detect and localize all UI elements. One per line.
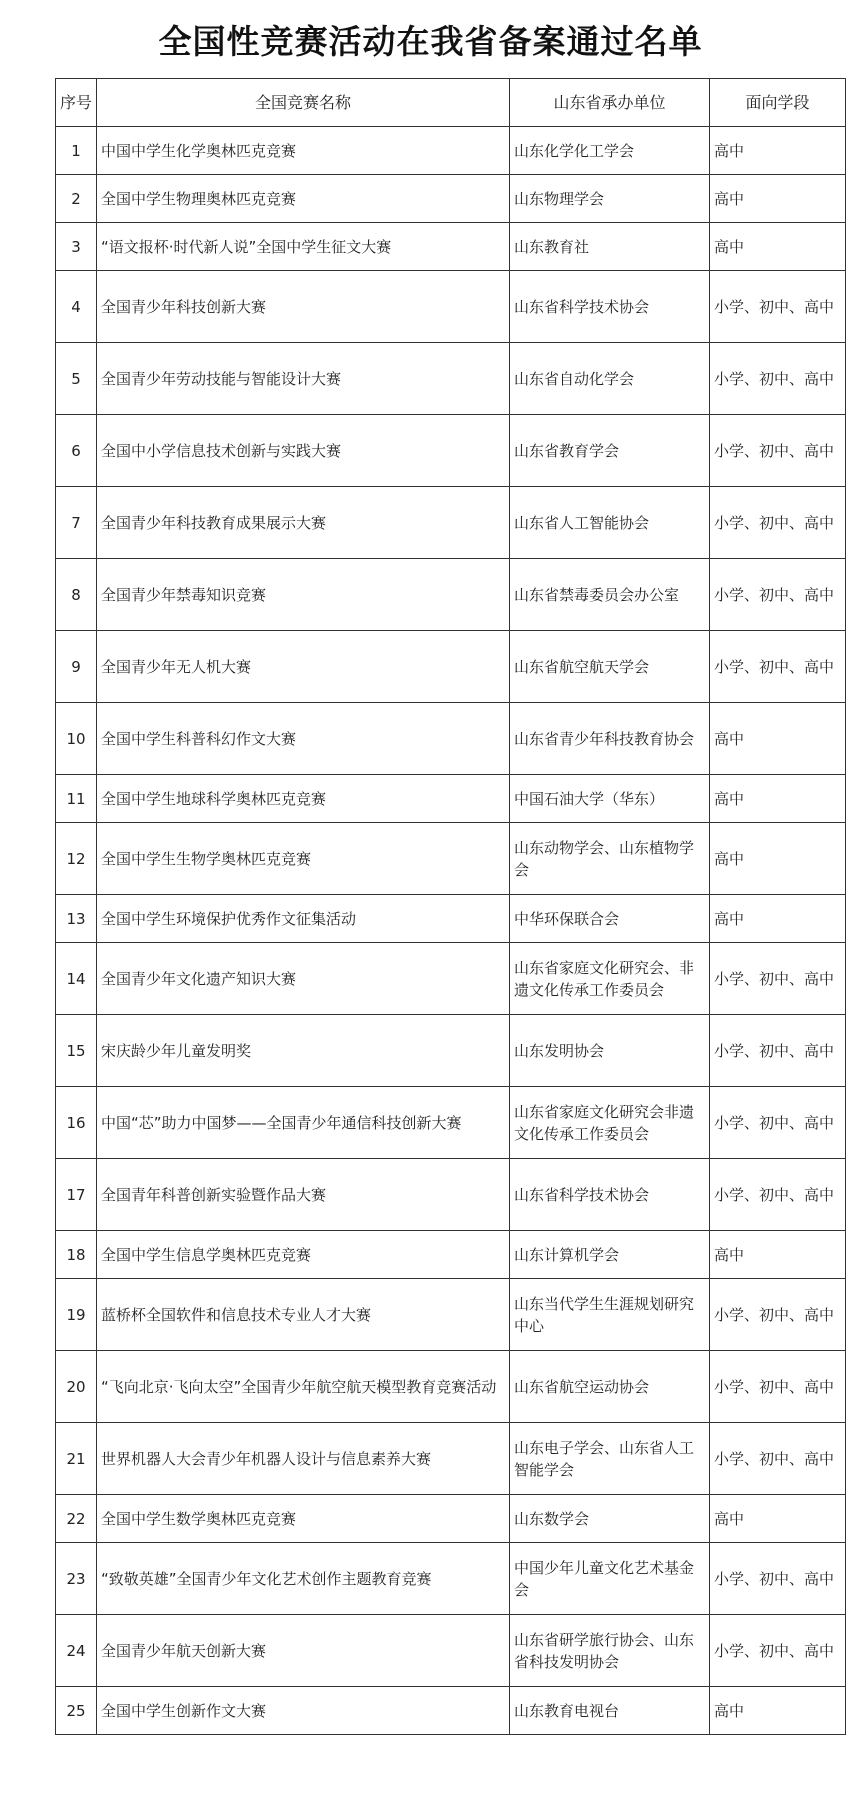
table-header-row	[56, 79, 846, 127]
table-row	[56, 703, 846, 775]
table-row	[56, 1615, 846, 1687]
cell-level: 小学、初中、高中	[710, 1543, 846, 1615]
table-row	[56, 1015, 846, 1087]
table-row	[56, 895, 846, 943]
cell-no: 24	[56, 1615, 97, 1687]
cell-no: 17	[56, 1159, 97, 1231]
cell-level: 小学、初中、高中	[710, 271, 846, 343]
cell-org: 山东发明协会	[510, 1015, 710, 1087]
cell-level: 小学、初中、高中	[710, 559, 846, 631]
cell-level: 小学、初中、高中	[710, 1615, 846, 1687]
cell-level: 高中	[710, 127, 846, 175]
cell-name: 全国中学生环境保护优秀作文征集活动	[97, 895, 510, 943]
table-row	[56, 487, 846, 559]
cell-no: 22	[56, 1495, 97, 1543]
cell-name: 全国青少年文化遗产知识大赛	[97, 943, 510, 1015]
cell-name: 中国“芯”助力中国梦——全国青少年通信科技创新大赛	[97, 1087, 510, 1159]
cell-org: 山东省航空航天学会	[510, 631, 710, 703]
table-row	[56, 775, 846, 823]
cell-level: 高中	[710, 175, 846, 223]
cell-org: 山东省青少年科技教育协会	[510, 703, 710, 775]
cell-org: 山东省禁毒委员会办公室	[510, 559, 710, 631]
cell-org: 山东省科学技术协会	[510, 1159, 710, 1231]
table-row	[56, 1087, 846, 1159]
cell-name: “致敬英雄”全国青少年文化艺术创作主题教育竞赛	[97, 1543, 510, 1615]
table-row	[56, 631, 846, 703]
cell-level: 高中	[710, 1495, 846, 1543]
cell-name: 宋庆龄少年儿童发明奖	[97, 1015, 510, 1087]
cell-level: 小学、初中、高中	[710, 415, 846, 487]
cell-org: 山东教育电视台	[510, 1687, 710, 1735]
cell-level: 小学、初中、高中	[710, 1087, 846, 1159]
cell-no: 10	[56, 703, 97, 775]
cell-level: 高中	[710, 775, 846, 823]
cell-level: 高中	[710, 895, 846, 943]
cell-org: 山东省科学技术协会	[510, 271, 710, 343]
cell-level: 小学、初中、高中	[710, 1279, 846, 1351]
cell-no: 2	[56, 175, 97, 223]
cell-no: 5	[56, 343, 97, 415]
cell-no: 11	[56, 775, 97, 823]
page-title: 全国性竞赛活动在我省备案通过名单	[158, 21, 703, 61]
cell-no: 4	[56, 271, 97, 343]
cell-level: 小学、初中、高中	[710, 1423, 846, 1495]
cell-no: 16	[56, 1087, 97, 1159]
cell-no: 9	[56, 631, 97, 703]
cell-name: “飞向北京·飞向太空”全国青少年航空航天模型教育竞赛活动	[97, 1351, 510, 1423]
cell-org: 山东省自动化学会	[510, 343, 710, 415]
header-level: 面向学段	[710, 79, 846, 127]
competition-table	[55, 78, 846, 1735]
cell-org: 山东省家庭文化研究会非遗文化传承工作委员会	[510, 1087, 710, 1159]
cell-name: “语文报杯·时代新人说”全国中学生征文大赛	[97, 223, 510, 271]
table-row	[56, 1351, 846, 1423]
table-row	[56, 175, 846, 223]
cell-org: 山东物理学会	[510, 175, 710, 223]
cell-name: 中国中学生化学奥林匹克竞赛	[97, 127, 510, 175]
cell-level: 小学、初中、高中	[710, 631, 846, 703]
table-row	[56, 223, 846, 271]
table-body	[56, 127, 846, 1735]
cell-no: 6	[56, 415, 97, 487]
cell-org: 中国少年儿童文化艺术基金会	[510, 1543, 710, 1615]
cell-no: 15	[56, 1015, 97, 1087]
cell-name: 全国青少年禁毒知识竞赛	[97, 559, 510, 631]
header-org: 山东省承办单位	[510, 79, 710, 127]
cell-level: 高中	[710, 823, 846, 895]
cell-no: 1	[56, 127, 97, 175]
table-row	[56, 1279, 846, 1351]
cell-no: 25	[56, 1687, 97, 1735]
cell-level: 小学、初中、高中	[710, 1351, 846, 1423]
cell-org: 山东教育社	[510, 223, 710, 271]
table-row	[56, 127, 846, 175]
cell-no: 21	[56, 1423, 97, 1495]
table-row	[56, 415, 846, 487]
cell-org: 山东省人工智能协会	[510, 487, 710, 559]
header-no: 序号	[56, 79, 97, 127]
cell-org: 山东电子学会、山东省人工智能学会	[510, 1423, 710, 1495]
cell-level: 高中	[710, 1687, 846, 1735]
cell-no: 8	[56, 559, 97, 631]
cell-level: 小学、初中、高中	[710, 487, 846, 559]
cell-no: 3	[56, 223, 97, 271]
cell-org: 山东计算机学会	[510, 1231, 710, 1279]
cell-name: 全国中学生数学奥林匹克竞赛	[97, 1495, 510, 1543]
header-name: 全国竞赛名称	[97, 79, 510, 127]
cell-name: 全国青少年无人机大赛	[97, 631, 510, 703]
table-row	[56, 943, 846, 1015]
cell-org: 中国石油大学（华东）	[510, 775, 710, 823]
table-row	[56, 1423, 846, 1495]
cell-no: 19	[56, 1279, 97, 1351]
table-row	[56, 1231, 846, 1279]
cell-org: 山东化学化工学会	[510, 127, 710, 175]
cell-no: 20	[56, 1351, 97, 1423]
cell-name: 全国中学生物理奥林匹克竞赛	[97, 175, 510, 223]
cell-org: 中华环保联合会	[510, 895, 710, 943]
table-row	[56, 1687, 846, 1735]
cell-no: 14	[56, 943, 97, 1015]
cell-name: 全国青少年航天创新大赛	[97, 1615, 510, 1687]
cell-no: 18	[56, 1231, 97, 1279]
table-row	[56, 271, 846, 343]
cell-no: 12	[56, 823, 97, 895]
cell-level: 高中	[710, 703, 846, 775]
cell-org: 山东省研学旅行协会、山东省科技发明协会	[510, 1615, 710, 1687]
cell-level: 高中	[710, 1231, 846, 1279]
cell-org: 山东省航空运动协会	[510, 1351, 710, 1423]
table-row	[56, 823, 846, 895]
cell-name: 全国青年科普创新实验暨作品大赛	[97, 1159, 510, 1231]
cell-org: 山东动物学会、山东植物学会	[510, 823, 710, 895]
cell-no: 13	[56, 895, 97, 943]
cell-level: 高中	[710, 223, 846, 271]
cell-org: 山东省家庭文化研究会、非遗文化传承工作委员会	[510, 943, 710, 1015]
cell-no: 23	[56, 1543, 97, 1615]
table-row	[56, 1159, 846, 1231]
cell-org: 山东省教育学会	[510, 415, 710, 487]
cell-no: 7	[56, 487, 97, 559]
cell-level: 小学、初中、高中	[710, 1015, 846, 1087]
table-row	[56, 559, 846, 631]
cell-level: 小学、初中、高中	[710, 343, 846, 415]
table-row	[56, 1543, 846, 1615]
cell-name: 蓝桥杯全国软件和信息技术专业人才大赛	[97, 1279, 510, 1351]
table-row	[56, 343, 846, 415]
cell-name: 全国青少年科技教育成果展示大赛	[97, 487, 510, 559]
cell-name: 全国中学生创新作文大赛	[97, 1687, 510, 1735]
cell-level: 小学、初中、高中	[710, 1159, 846, 1231]
cell-name: 全国中学生地球科学奥林匹克竞赛	[97, 775, 510, 823]
cell-name: 全国青少年科技创新大赛	[97, 271, 510, 343]
cell-name: 全国青少年劳动技能与智能设计大赛	[97, 343, 510, 415]
cell-name: 世界机器人大会青少年机器人设计与信息素养大赛	[97, 1423, 510, 1495]
cell-name: 全国中小学信息技术创新与实践大赛	[97, 415, 510, 487]
cell-name: 全国中学生科普科幻作文大赛	[97, 703, 510, 775]
cell-org: 山东当代学生生涯规划研究中心	[510, 1279, 710, 1351]
cell-name: 全国中学生信息学奥林匹克竞赛	[97, 1231, 510, 1279]
cell-level: 小学、初中、高中	[710, 943, 846, 1015]
cell-org: 山东数学会	[510, 1495, 710, 1543]
cell-name: 全国中学生生物学奥林匹克竞赛	[97, 823, 510, 895]
table-row	[56, 1495, 846, 1543]
